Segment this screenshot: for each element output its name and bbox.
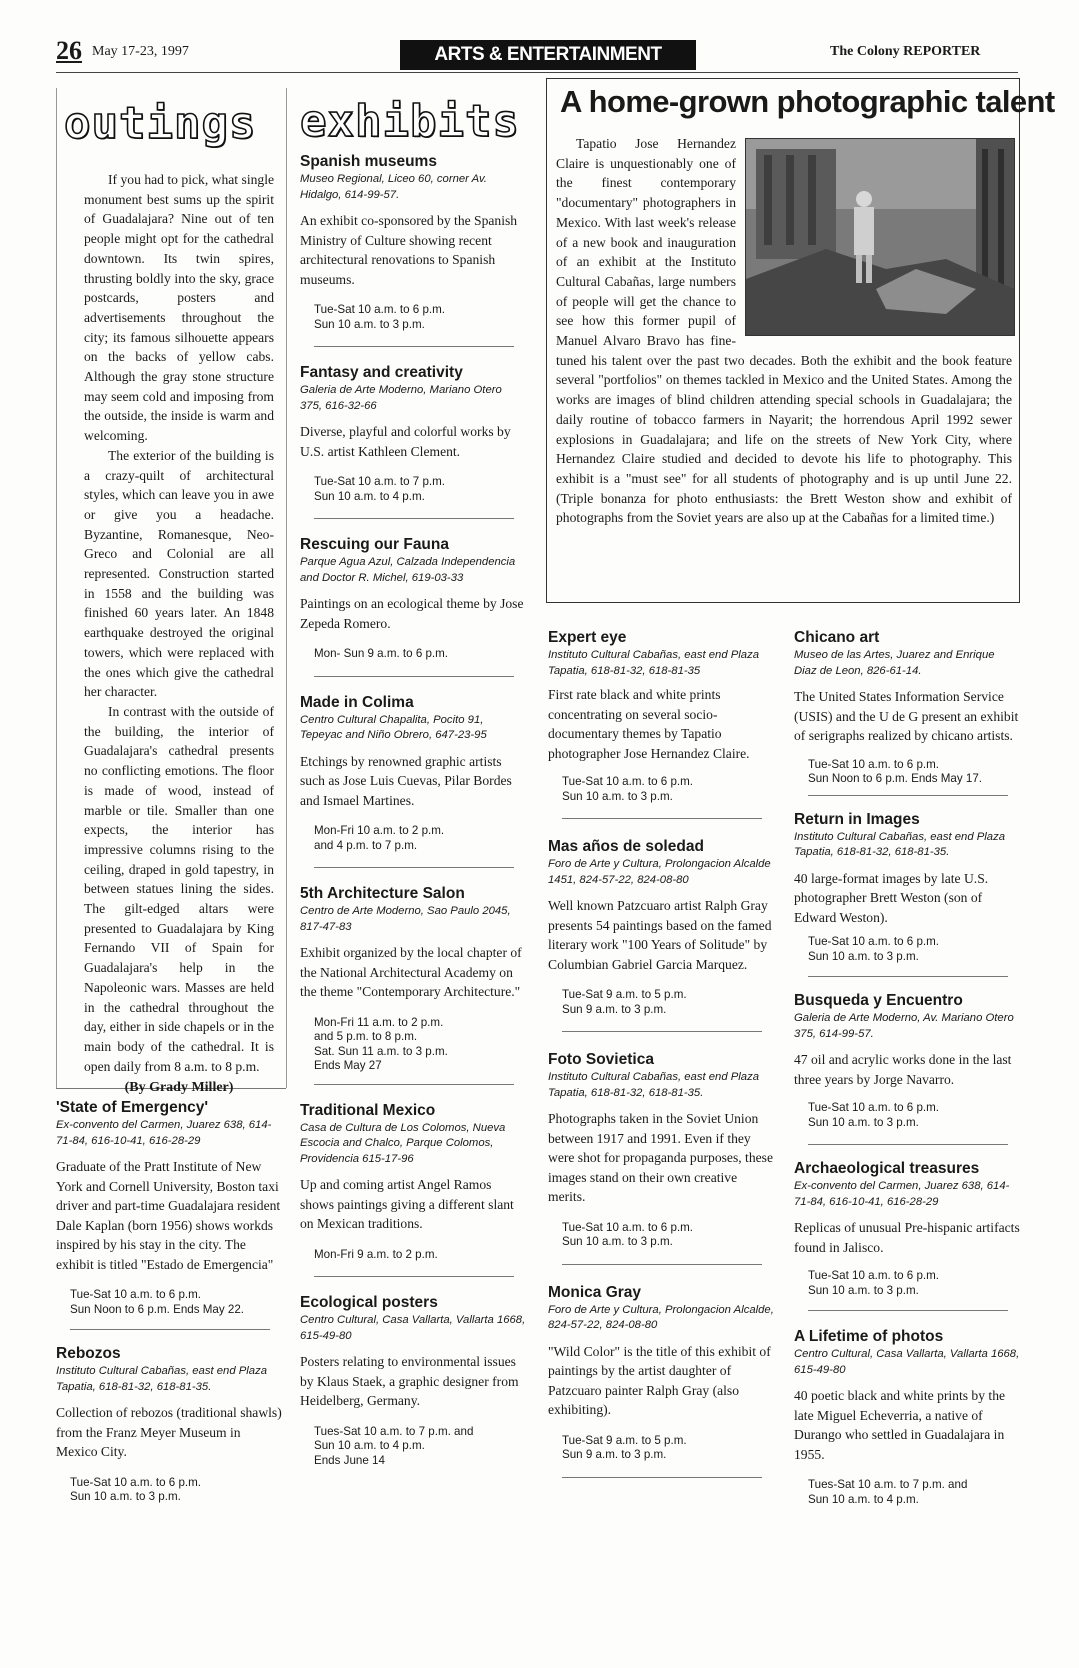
- listing-hours: [300, 1248, 526, 1263]
- hours-line: Mon-Fri 11 a.m. to 2 p.m.: [314, 1015, 444, 1029]
- listing-description: Up and coming artist Angel Ramos shows paintings giving a different slant on Mexican traditions.: [300, 1177, 514, 1231]
- listing-venue: Ex-convento del Carmen, Juarez 638, 614-71-84, 616-10-41, 616-28-29: [56, 1119, 272, 1147]
- listing-title: Made in Colima: [300, 693, 414, 711]
- listing-divider: [314, 867, 514, 868]
- exhibits-title: exhibits: [300, 96, 520, 147]
- hours-line: Sun 10 a.m. to 4 p.m.: [314, 1439, 425, 1452]
- listing-venue: Foro de Arte y Cultura, Prolongacion Alcalde 1451, 824-57-22, 824-08-80: [548, 858, 771, 886]
- listing-description: Graduate of the Pratt Institute of New York and Cornell University, Boston taxi driver and part-time Guadalajara resident Dale Kaplan (born 1956) shows workds inspired by his stay in the city. The exhibit is titled "Estado de Emergencia": [56, 1159, 281, 1272]
- listing: [548, 1283, 774, 1478]
- feature-article-text: Tapatio Jose Hernandez Claire is unquestionably one of the finest contemporary "documentary" photographers in Mexico. With last week's release of a new book and inauguration of an exhibit at the Instituto Cultural Cabañas, large numbers of people will get the chance to see how this former pupil of Manuel Alvaro Bravo has fine-tuned his talent over the past two decades. Both the exhibit and the book feature several "portfolios" on themes tackled in Mexico and the United States. Among the works are images of blind children attending special schools in Guadalajara; the daily routine of tobacco farmers in Nayarit; the horrendous April 1992 sewer explosions in Guadalajara; and life on the streets of New York City, where Hernandez Claire studied and decided to devote his life to photography. This exhibit is a "must see" for all students of photography and is up until June 22. (Triple bonanza for photo enthusiasts: the Brett Weston show and exhibit of photographs from the Soviet years are also up at the Cabañas for a limited time.): [556, 136, 1012, 526]
- page-number: 26: [56, 36, 82, 65]
- outings-right-rule: [286, 88, 287, 1088]
- listing-description: 40 poetic black and white prints by the late Miguel Echeverria, a native of Durango who settled in Guadalajara in 1955.: [794, 1388, 1006, 1462]
- hours-line: Sun 10 a.m. to 3 p.m.: [70, 1490, 181, 1503]
- listing-title: Monica Gray: [548, 1283, 642, 1301]
- listing-description: Paintings on an ecological theme by Jose Zepeda Romero.: [300, 596, 524, 631]
- listing-venue: Galeria de Arte Moderno, Mariano Otero 375, 616-32-66: [300, 384, 502, 412]
- hours-line: Tue-Sat 10 a.m. to 7 p.m.: [314, 475, 446, 488]
- hours-line: Sun 10 a.m. to 3 p.m.: [808, 1283, 919, 1297]
- outings-paragraph: If you had to pick, what single monument best sums up the spirit of Guadalajara? Nine out of ten people might opt for the cathedral downtown. Its twin spires, thrusting boldly into the sky, grace postcards, posters and advertisements throughout the city; its famous silhouette appears on the backs of yellow cabs. Although the gray stone structure may seem cold and imposing from the outside, the inside is warm and welcoming.: [84, 172, 274, 444]
- listing-venue: Centro Cultural, Casa Vallarta, Vallarta 1668, 615-49-80: [794, 1348, 1020, 1376]
- listing-divider: [314, 676, 514, 677]
- listing-hours: [794, 1478, 1020, 1507]
- listing-hours: [794, 935, 1020, 964]
- listing: [794, 1159, 1020, 1311]
- listing: [56, 1344, 282, 1505]
- hours-line: Sun Noon to 6 p.m. Ends May 22.: [70, 1302, 245, 1316]
- listing-description: Posters relating to environmental issues by Klaus Staek, a graphic designer from Heidelberg, Germany.: [300, 1354, 519, 1408]
- listing-hours: [300, 1425, 526, 1469]
- listing: [548, 1050, 774, 1265]
- listing-description: 47 oil and acrylic works done in the last three years by Jorge Navarro.: [794, 1052, 1012, 1087]
- listing-hours: [794, 1101, 1020, 1130]
- hours-line: Tue-Sat 10 a.m. to 6 p.m.: [70, 1288, 202, 1301]
- listing-description: 40 large-format images by late U.S. photographer Brett Weston (son of Edward Weston).: [794, 870, 989, 925]
- listing-description: An exhibit co-sponsored by the Spanish Ministry of Culture showing recent architectural renovations to Spanish museums.: [300, 213, 518, 287]
- publication-name: The Colony REPORTER: [830, 44, 981, 59]
- listing-title: Traditional Mexico: [300, 1101, 436, 1119]
- listing: [56, 1098, 282, 1330]
- listing-column-3: [548, 628, 774, 1478]
- feature-text-wrap: [556, 134, 1012, 528]
- listing-column-2: [300, 152, 526, 1468]
- hours-line: Sun 10 a.m. to 4 p.m.: [808, 1492, 919, 1506]
- hours-line: Tues-Sat 10 a.m. to 7 p.m. and: [314, 1424, 474, 1438]
- listing-divider: [562, 1031, 762, 1032]
- listing-venue: Parque Agua Azul, Calzada Independencia and Doctor R. Michel, 619-03-33: [300, 556, 516, 584]
- listing: [548, 837, 774, 1032]
- outings-paragraph: In contrast with the outside of the building, the interior of Guadalajara's cathedral presents no conflicting emotions. The floor is made of wood, instead of marble or tile. Smaller than one expects, the interior has impressive columns rising to the ceiling, draped in gold tapestry, in between statues lining the sides. The gilt-edged altars were presented to Guadalajara by King Fernando VII of Spain for Guadalajara's help in the Napoleonic wars. Masses are held in the cathedral throughout the day, either in side chapels or in the main body of the cathedral. It is open daily from 8 a.m. to 8 p.m.: [84, 703, 274, 1074]
- listing-divider: [808, 1144, 1008, 1145]
- listing-hours: [300, 475, 526, 504]
- listing: [548, 628, 774, 819]
- listing: [794, 991, 1020, 1145]
- outings-paragraph: The exterior of the building is a crazy-quilt of architectural styles, which can leave you in awe or give you a headache. Byzantine, Romanesque, Neo-Greco and Colonial are all represented. Construction started in 1558 and the building was finished 60 years later. An 1848 earthquake destroyed the original towers, which were replaced with the ones which give the cathedral her character.: [84, 447, 274, 700]
- listing-venue: Centro Cultural, Casa Vallarta, Vallarta 1668, 615-49-80: [300, 1314, 526, 1342]
- hours-line: Tue-Sat 10 a.m. to 6 p.m.: [314, 303, 446, 316]
- listing-hours: [548, 775, 774, 804]
- listing: [300, 535, 526, 677]
- byline: (By Grady Miller): [124, 1080, 234, 1096]
- hours-line: Sat. Sun 11 a.m. to 3 p.m.: [314, 1044, 448, 1058]
- hours-line: Sun 9 a.m. to 3 p.m.: [562, 1448, 667, 1461]
- listing-title: A Lifetime of photos: [794, 1328, 944, 1345]
- hours-line: Tue-Sat 9 a.m. to 5 p.m.: [562, 988, 687, 1001]
- listing-hours: [300, 647, 526, 662]
- hours-line: Mon- Sun 9 a.m. to 6 p.m.: [314, 647, 449, 660]
- listing-venue: Foro de Arte y Cultura, Prolongacion Alcalde, 824-57-22, 824-08-80: [548, 1303, 774, 1331]
- listing-divider: [70, 1329, 270, 1330]
- listing-venue: Casa de Cultura de Los Colomos, Nueva Escocia and Chalco, Parque Colomos, Providencia 615-17-96: [300, 1121, 506, 1165]
- listing-description: Replicas of unusual Pre-hispanic artifacts found in Jalisco.: [794, 1220, 1020, 1255]
- feature-headline: A home-grown photographic talent: [560, 84, 1055, 119]
- listing-venue: Centro Cultural Chapalita, Pocito 91, Tepeyac and Niño Obrero, 647-23-95: [300, 713, 487, 741]
- listing: [300, 1293, 526, 1468]
- hours-line: Tue-Sat 10 a.m. to 6 p.m.: [808, 935, 940, 948]
- listing-column-4: [794, 628, 1020, 1507]
- listing-title: Rescuing our Fauna: [300, 536, 449, 553]
- hours-line: Tue-Sat 9 a.m. to 5 p.m.: [562, 1433, 687, 1447]
- hours-line: Tue-Sat 10 a.m. to 6 p.m.: [562, 775, 694, 788]
- listing-venue: Centro de Arte Moderno, Sao Paulo 2045, 817-47-83: [300, 905, 511, 933]
- listing-divider: [314, 346, 514, 347]
- listing-title: Return in Images: [794, 810, 920, 828]
- header-rule: [56, 72, 1018, 73]
- hours-line: Tue-Sat 10 a.m. to 6 p.m.: [70, 1475, 202, 1489]
- hours-line: Tue-Sat 10 a.m. to 6 p.m.: [562, 1220, 694, 1234]
- listing-divider: [562, 1264, 762, 1265]
- listing-divider: [808, 1310, 1008, 1311]
- listing-description: First rate black and white prints concentrating on several socio-documentary themes by Tapatio photographer Jose Hernandez Claire.: [548, 687, 750, 761]
- hours-line: Sun 10 a.m. to 3 p.m.: [314, 317, 425, 331]
- listing-hours: [794, 1269, 1020, 1298]
- listing-column-1: [56, 1098, 282, 1505]
- listing-venue: Ex-convento del Carmen, Juarez 638, 614-71-84, 616-10-41, 616-28-29: [794, 1180, 1010, 1208]
- hours-line: Sun Noon to 6 p.m. Ends May 17.: [808, 772, 983, 785]
- listing-hours: [56, 1476, 282, 1505]
- listing-hours: [548, 1221, 774, 1250]
- listing-hours: [548, 1434, 774, 1463]
- listing-venue: Museo Regional, Liceo 60, corner Av. Hidalgo, 614-99-57.: [300, 173, 487, 201]
- hours-line: Sun 10 a.m. to 3 p.m.: [562, 1235, 673, 1248]
- hours-line: Sun 10 a.m. to 4 p.m.: [314, 489, 425, 503]
- listing-title: Rebozos: [56, 1345, 121, 1362]
- hours-line: Ends May 27: [314, 1059, 382, 1072]
- listing-description: Etchings by renowned graphic artists such as Jose Luis Cuevas, Pilar Bordes and Ismael Martines.: [300, 753, 512, 808]
- listing-venue: Instituto Cultural Cabañas, east end Plaza Tapatia, 618-81-32, 618-81-35.: [548, 1071, 760, 1099]
- hours-line: and 5 p.m. to 8 p.m.: [314, 1030, 418, 1043]
- hours-line: Mon-Fri 10 a.m. to 2 p.m.: [314, 824, 445, 837]
- photo-wrap-spacer: [736, 134, 1012, 348]
- listing-title: Chicano art: [794, 629, 880, 646]
- listing-title: Busqueda y Encuentro: [794, 992, 963, 1009]
- listing-hours: [56, 1288, 282, 1317]
- listing-divider: [562, 818, 762, 819]
- listing-title: 'State of Emergency': [56, 1099, 209, 1116]
- listing: [300, 884, 526, 1085]
- hours-line: Tue-Sat 10 a.m. to 6 p.m.: [808, 1269, 940, 1282]
- listing: [794, 1327, 1020, 1507]
- hours-line: Tue-Sat 10 a.m. to 6 p.m.: [808, 1101, 940, 1114]
- listing-description: The United States Information Service (USIS) and the U de G present an exhibit of serigraphs realized by chicano artists.: [794, 689, 1019, 743]
- listing-divider: [314, 1084, 514, 1085]
- listing-hours: [300, 303, 526, 332]
- listing: [794, 628, 1020, 796]
- listing: [300, 1101, 526, 1278]
- listing-divider: [808, 976, 1008, 977]
- listing-title: Ecological posters: [300, 1294, 438, 1311]
- hours-line: Sun 9 a.m. to 3 p.m.: [562, 1002, 667, 1016]
- listing-title: Expert eye: [548, 629, 627, 646]
- issue-date: May 17-23, 1997: [92, 44, 189, 59]
- listing-venue: Instituto Cultural Cabañas, east end Plaza Tapatia, 618-81-32, 618-81-35.: [56, 1365, 268, 1393]
- listing-venue: Instituto Cultural Cabañas, east end Plaza Tapatia, 618-81-32, 618-81-35.: [794, 830, 1006, 858]
- listing-title: Fantasy and creativity: [300, 364, 463, 381]
- hours-line: Tue-Sat 10 a.m. to 6 p.m.: [808, 757, 940, 771]
- listing-divider: [808, 795, 1008, 796]
- hours-line: Sun 10 a.m. to 3 p.m.: [808, 949, 919, 963]
- listing-description: "Wild Color" is the title of this exhibit of paintings by the artist daughter of Patzcuaro painter Ralph Gray (also exhibiting).: [548, 1343, 771, 1417]
- listing-divider: [314, 518, 514, 519]
- hours-line: Ends June 14: [314, 1453, 385, 1467]
- hours-line: Mon-Fri 9 a.m. to 2 p.m.: [314, 1247, 438, 1261]
- outings-title: outings: [64, 98, 257, 149]
- listing-divider: [314, 1276, 514, 1277]
- listing: [300, 152, 526, 347]
- outings-left-rule: [56, 88, 57, 1088]
- listing-description: Collection of rebozos (traditional shawls) from the Franz Meyer Museum in Mexico City.: [56, 1405, 282, 1459]
- listing-hours: [300, 824, 526, 853]
- listing: [300, 363, 526, 519]
- listing-venue: Museo de las Artes, Juarez and Enrique Diaz de Leon, 826-61-14.: [794, 649, 995, 677]
- hours-line: Sun 10 a.m. to 3 p.m.: [808, 1115, 919, 1129]
- listing-description: Photographs taken in the Soviet Union between 1917 and 1991. Even if they were shot for propaganda purposes, these images stand on their own creative merits.: [548, 1111, 773, 1204]
- listing-divider: [562, 1477, 762, 1478]
- listing-title: Spanish museums: [300, 153, 437, 170]
- listing-title: Foto Sovietica: [548, 1051, 654, 1068]
- listing-hours: [300, 1016, 526, 1074]
- listing-title: Archaeological treasures: [794, 1160, 980, 1177]
- listing-description: Well known Patzcuaro artist Ralph Gray presents 54 paintings based on the famed literary work "100 Years of Solitude" by Columbian Gabriel Garcia Marquez.: [548, 898, 772, 972]
- listing-venue: Galeria de Arte Moderno, Av. Mariano Otero 375, 614-99-57.: [794, 1012, 1014, 1040]
- listing-title: 5th Architecture Salon: [300, 885, 465, 902]
- section-banner: ARTS & ENTERTAINMENT: [400, 40, 696, 70]
- outings-article: [84, 170, 274, 1098]
- listing-venue: Instituto Cultural Cabañas, east end Plaza Tapatia, 618-81-32, 618-81-35: [548, 649, 760, 677]
- listing-description: Exhibit organized by the local chapter of the National Architectural Academy on the theme "Contemporary Architecture.": [300, 945, 522, 999]
- listing: [794, 810, 1020, 978]
- listing-description: Diverse, playful and colorful works by U.S. artist Kathleen Clement.: [300, 424, 511, 459]
- listing-hours: [794, 758, 1020, 787]
- listing: [300, 693, 526, 869]
- hours-line: Sun 10 a.m. to 3 p.m.: [562, 789, 673, 803]
- hours-line: Tues-Sat 10 a.m. to 7 p.m. and: [808, 1478, 968, 1491]
- listing-hours: [548, 988, 774, 1017]
- hours-line: and 4 p.m. to 7 p.m.: [314, 838, 418, 852]
- listing-title: Mas años de soledad: [548, 838, 704, 855]
